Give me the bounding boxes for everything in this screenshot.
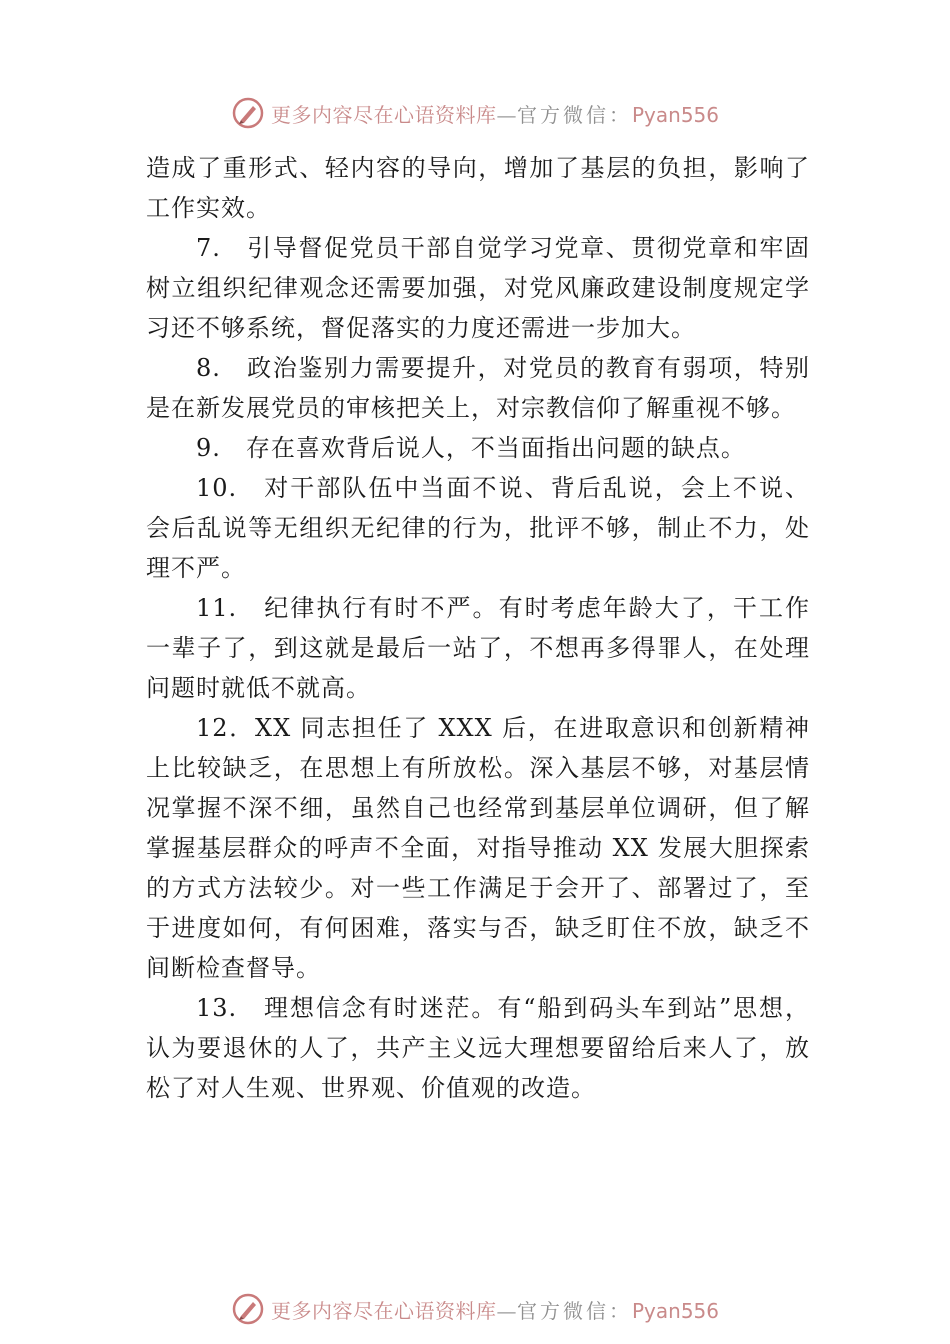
paragraph-4: 9. 存在喜欢背后说人，不当面指出问题的缺点。 [196,434,746,462]
pen-logo-icon [231,96,265,130]
paragraph-6: 11. 纪律执行有时不严。有时考虑年龄大了，干工作一辈子了，到这就是最后一站了，不想再多得罪人，在处理问题时就低不就高。 [146,594,810,702]
paragraph-1: 造成了重形式、轻内容的导向，增加了基层的负担，影响了工作实效。 [146,154,810,222]
watermark-text: 更多内容尽在心语资料库—官方微信：Pyan556 [270,1298,719,1323]
paragraph-8: 13. 理想信念有时迷茫。有“船到码头车到站”思想，认为要退休的人了，共产主义远大理想要留给后来人了，放松了对人生观、世界观、价值观的改造。 [146,994,810,1102]
paragraph-3: 8. 政治鉴别力需要提升，对党员的教育有弱项，特别是在新发展党员的审核把关上，对宗教信仰了解重视不够。 [146,354,810,422]
header-watermark [0,93,950,133]
watermark-text: 更多内容尽在心语资料库—官方微信：Pyan556 [270,102,719,127]
pen-logo-icon [231,1292,265,1326]
footer-watermark [0,1289,950,1329]
paragraph-7: 12．XX 同志担任了 XXX 后，在进取意识和创新精神上比较缺乏，在思想上有所放松。深入基层不够，对基层情况掌握不深不细，虽然自己也经常到基层单位调研，但了解掌握基层群众的呼声不全面，对指导推动 XX 发展大胆探索的方式方法较少。对一些工作满足于会开了、部署过了，至于进度如何，有何困难，落实与否，缺乏盯住不放，缺乏不间断检查督导。 [146,714,810,982]
document-body [146,148,810,1108]
paragraph-2: 7. 引导督促党员干部自觉学习党章、贯彻党章和牢固树立组织纪律观念还需要加强，对党风廉政建设制度规定学习还不够系统，督促落实的力度还需进一步加大。 [146,234,810,342]
paragraph-5: 10. 对干部队伍中当面不说、背后乱说，会上不说、会后乱说等无组织无纪律的行为，批评不够，制止不力，处理不严。 [146,474,810,582]
